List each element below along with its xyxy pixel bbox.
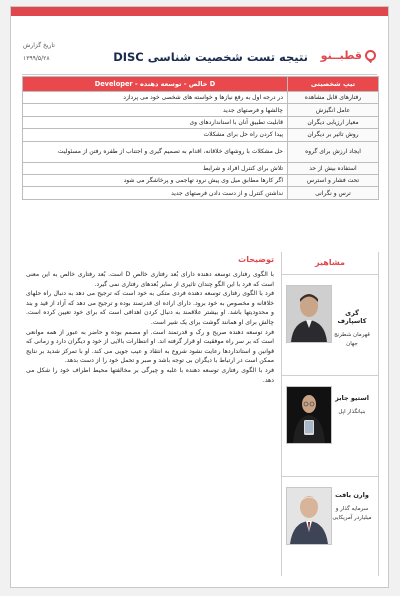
search-logo-icon xyxy=(365,50,376,61)
famous-person-role: بنیانگذار اپل xyxy=(338,409,366,415)
trait-key: روش تاثیر بر دیگران xyxy=(288,129,379,141)
trait-value: چالشها و فرصتهای جدید xyxy=(23,104,288,116)
person-photo xyxy=(286,386,332,444)
table-row xyxy=(23,116,379,128)
trait-key: ترس و نگرانی xyxy=(288,187,379,199)
famous-title: مشاهیر xyxy=(315,258,345,267)
brand-logo xyxy=(321,49,376,62)
trait-key: تحت فشار و استرس xyxy=(288,174,379,186)
report-page xyxy=(10,6,389,588)
trait-value: در درجه اول به رفع نیازها و خواسته های شخصی خود می پردازد xyxy=(23,92,288,104)
trait-key: استفاده بیش از حد xyxy=(288,162,379,174)
famous-person-role: قهرمان شطرنج جهان xyxy=(334,332,370,347)
table-row xyxy=(23,187,379,199)
traits-table xyxy=(22,76,379,200)
famous-person-role: سرمایه گذار و میلیاردر آمریکایی xyxy=(332,506,372,521)
trait-key: معیار ارزیابی دیگران xyxy=(288,116,379,128)
trait-key: رفتارهای قابل مشاهده xyxy=(288,92,379,104)
description-paragraph: با الگوی رفتاری توسعه دهنده دارای بُعد رفتاری خالص D است. بُعد رفتاری خالص به این معنی است که فرد با این الگو چندان تاثیری از سایر بُعدهای رفتاری نمی گیرد. xyxy=(26,271,274,288)
top-accent-bar xyxy=(11,7,388,16)
person-photo xyxy=(286,487,332,545)
portrait-icon xyxy=(287,488,331,544)
description-title: توضیحات xyxy=(238,255,274,264)
famous-person xyxy=(282,476,378,577)
description-paragraph: فرد توسعه دهنده صریح و رک و قدرتمند است. او مصمم بوده و حاضر به عبور از همه موانعی است که بر سر راه موفقیت او قرار گرفته اند. او انتظارات بالایی از خود و دیگران دارد و زمانی که قوانین و استانداردها رعایت نشود شروع به انتقاد و عیب جویی می کند. او با تمرکز شدید بر نتایج ممکن است در ارتباط با دیگران بی توجه باشد و صبر و تحمل خود را از دست بدهد. xyxy=(26,328,274,365)
portrait-icon xyxy=(287,387,331,443)
famous-person-name: وارن بافت xyxy=(335,491,369,499)
person-photo xyxy=(286,285,332,343)
description-body xyxy=(22,270,278,385)
header-divider xyxy=(22,74,377,75)
table-row xyxy=(23,162,379,174)
description-section xyxy=(22,252,278,385)
famous-person xyxy=(282,375,378,476)
table-header-row xyxy=(23,77,379,92)
famous-person-name: گری کاسپارف xyxy=(337,309,367,325)
report-date-block xyxy=(23,42,55,68)
table-row xyxy=(23,104,379,116)
table-row xyxy=(23,129,379,141)
description-paragraph: فرد با الگوی رفتاری توسعه دهنده با غلبه و چیرگی بر مخالفتها محیط اطراف خود را شکل می دهد. xyxy=(26,366,274,384)
table-header-value: D خالص - توسعه دهنده - Developer xyxy=(23,77,288,92)
report-header xyxy=(11,16,388,74)
trait-value: تلاش برای کنترل افراد و شرایط xyxy=(23,162,288,174)
famous-person-info xyxy=(330,394,374,417)
trait-value: حل مشکلات با روشهای خلاقانه، اقدام به تصمیم گیری و اجتناب از طفره رفتن از مسئولیت xyxy=(23,141,288,162)
famous-people-panel xyxy=(281,252,379,576)
page-title: نتیجه تست شخصیت شناسی DISC xyxy=(113,50,308,64)
table-row xyxy=(23,92,379,104)
table-row xyxy=(23,141,379,162)
famous-person-name: استیو جابز xyxy=(335,394,369,402)
famous-person-info xyxy=(330,309,374,349)
trait-key: ایجاد ارزش برای گروه xyxy=(288,141,379,162)
brand-logo-text: قطبــنو xyxy=(320,49,362,62)
portrait-icon xyxy=(287,286,331,342)
trait-value: نداشتن کنترل و از دست دادن فرصتهای جدید xyxy=(23,187,288,199)
famous-person-info xyxy=(330,491,374,523)
table-row xyxy=(23,174,379,186)
lower-section xyxy=(22,252,379,578)
trait-value: قابلیت تطبیق آنان با استانداردهای وی xyxy=(23,116,288,128)
trait-value: اگر کارها مطابق میل وی پیش نرود تهاجمی و پرخاشگر می شود xyxy=(23,174,288,186)
famous-person xyxy=(282,274,378,375)
table-header-key: تیپ شخصیتی xyxy=(288,77,379,92)
description-paragraph: فرد با الگوی رفتاری توسعه دهنده فردی متکی به خود است که ترجیح می دهد به دنبال راه حلهای خلاقانه و مخصوص به خود برود. دارای اراده ای قدرتمند بوده و ترجیح می دهد که آزاد از قید و بند و محدودیتها باشد. او بیشتر علاقمند به دنبال کردن اهدافی است که برای خود تعیین کرده است. چالش برای او همانند گوشت برای یک شیر است. xyxy=(26,290,274,326)
report-date-label: تاریخ گزارش xyxy=(23,42,55,49)
trait-value: پیدا کردن راه حل برای مشکلات xyxy=(23,129,288,141)
trait-key: عامل انگیزش xyxy=(288,104,379,116)
report-date-value: ۱۳۹۹/۵/۲۸ xyxy=(23,55,50,62)
